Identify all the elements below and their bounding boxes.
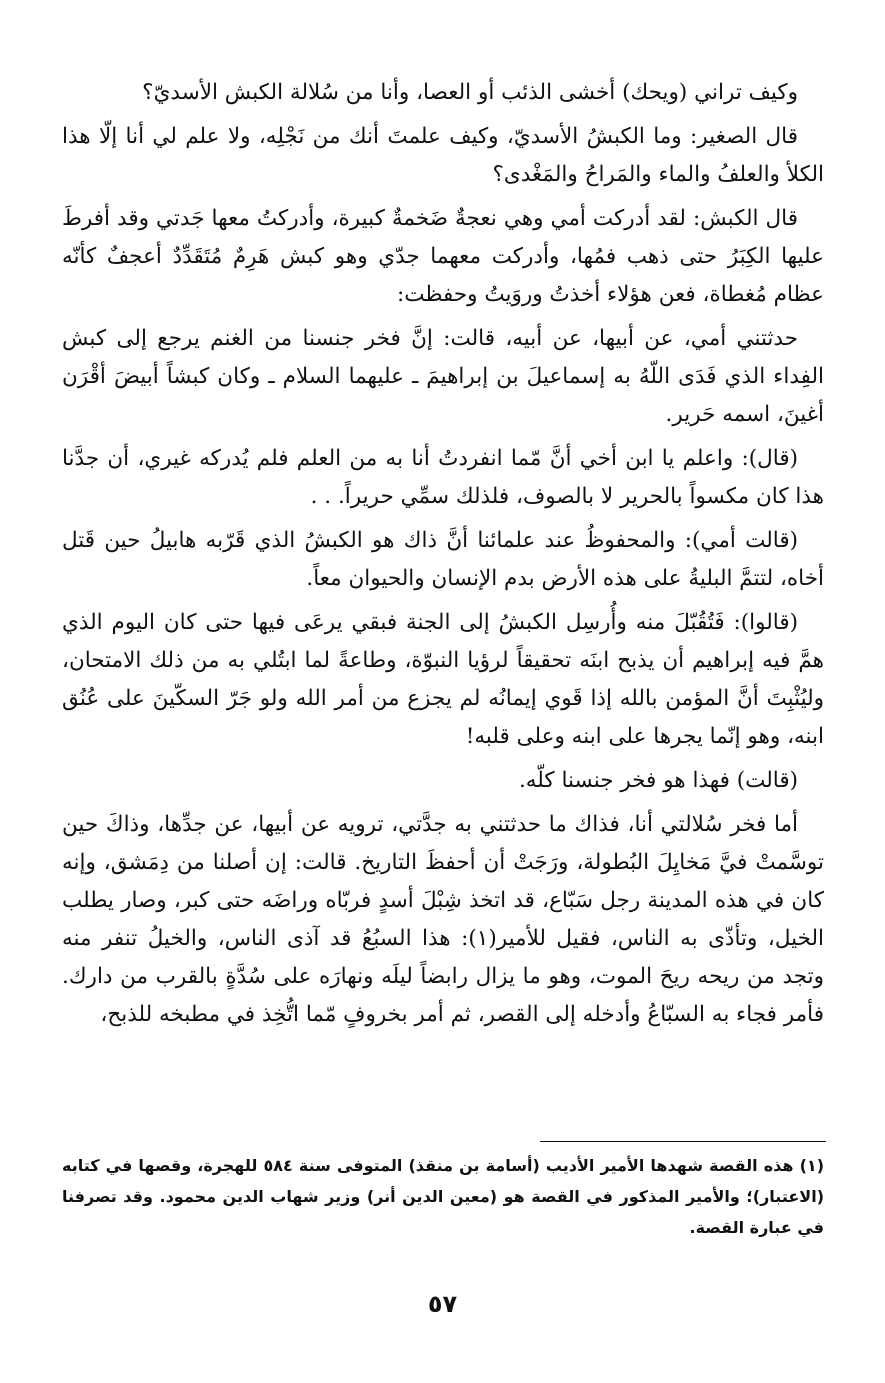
paragraph-5: (قال): واعلم يا ابن أخي أنَّ مّما انفردتُ أنا به من العلم فلم يُدركه غيري، أن جدَّنا هذا كان مكسواً بالحرير لا بالصوف، فلذلك سمِّي حريراً. . .: [62, 446, 824, 509]
paragraph-4: حدثتني أمي، عن أبيها، عن أبيه، قالت: إنَّ فخر جنسنا من الغنم يرجع إلى كبش الفِداء الذي فَدَى اللّهُ به إسماعيلَ بن إبراهيمَ ـ عليهما السلام ـ وكان كبشاً أبيضَ أقْرَن أغينَ، اسمه حَرير.: [62, 326, 824, 427]
paragraph-3: قال الكبش: لقد أدركت أمي وهي نعجةٌ ضَخمةٌ كبيرة، وأدركتُ معها جَدتي وقد أفرطَ عليها الكِبَرُ حتى ذهب فمُها، وأدركت معهما جدّي وهو كبش هَرِمٌ مُتَقَدِّدٌ أعجفٌ كأنّه عظام مُغطاة، فعن هؤلاء أخذتُ وروَيتُ وحفظت:: [62, 206, 824, 307]
page-number: ٥٧: [427, 1290, 458, 1318]
page-body: [62, 74, 824, 1040]
paragraph-9: أما فخر سُلالتي أنا، فذاك ما حدثتني به جدَّتي، ترويه عن أبيها، عن جدِّها، وذاكَ حين توسَّمتْ فيَّ مَخايِلَ البُطولة، ورَجَتْ أن أحفظَ التاريخ. قالت: إن أصلنا من دِمَشق، وإنه كان في هذه المدينة رجل سَبّاع، قد اتخذ شِبْلَ أسدٍ فربّاه وراضَه حتى كبر، وصار يطلب الخيل، وتأذّى به الناس، فقيل للأمير(١): هذا السبُعُ قد آذى الناس، والخيلُ تنفر منه وتجد من ريحه ريحَ الموت، وهو ما يزال رابضاً ليلَه ونهارَه على سُدَّةٍ بالقرب من دارك. فأمر فجاء به السبّاعُ وأدخله إلى القصر، ثم أمر بخروفٍ مّما اتُّخِذ في مطبخه للذبح،: [62, 812, 824, 1027]
paragraph-8: (قالت) فهذا هو فخر جنسنا كلّه.: [518, 768, 798, 793]
paragraph-2: قال الصغير: وما الكبشُ الأسديّ، وكيف علمتَ أنك من نَجْلِه، ولا علم لي أنا إلّا هذا الكلأ والعلفُ والماء والمَراحُ والمَغْدى؟: [62, 124, 824, 187]
paragraph-1: وكيف تراني (ويحك) أخشى الذئب أو العصا، وأنا من سُلالة الكبش الأسديّ؟: [142, 80, 798, 105]
footnote-separator: [540, 1141, 826, 1142]
paragraph-6: (قالت أمي): والمحفوظُ عند علمائنا أنَّ ذاك هو الكبشُ الذي قَرّبه هابيلُ حين قَتل أخاه، لتتمَّ البليةُ على هذه الأرض بدم الإنسان والحيوان معاً.: [62, 528, 824, 591]
paragraph-7: (قالوا): فَتُقُبّلَ منه وأُرسِل الكبشُ إلى الجنة فبقي يرعَى فيها حتى كان اليوم الذي همَّ فيه إبراهيم أن يذبح ابنَه تحقيقاً لرؤيا النبوّة، وطاعةً لما ابتُلي به من ذلك الامتحان، وليُثْبِتَ أنَّ المؤمن بالله إذا قَوي إيمانُه لم يجزع من أمر الله ولو جَرّ السكّينَ على عُنُق ابنه، وهو إنّما يجرها على ابنه وعلى قلبه!: [62, 610, 824, 749]
footnote: (١) هذه القصة شهدها الأمير الأديب (أسامة بن منقذ) المتوفى سنة ٥٨٤ للهجرة، وقصها في كتابه (الاعتبار)؛ والأمير المذكور في القصة هو (معين الدين أنر) وزير شهاب الدين محمود. وقد تصرفنا في عبارة القصة.: [62, 1156, 824, 1237]
